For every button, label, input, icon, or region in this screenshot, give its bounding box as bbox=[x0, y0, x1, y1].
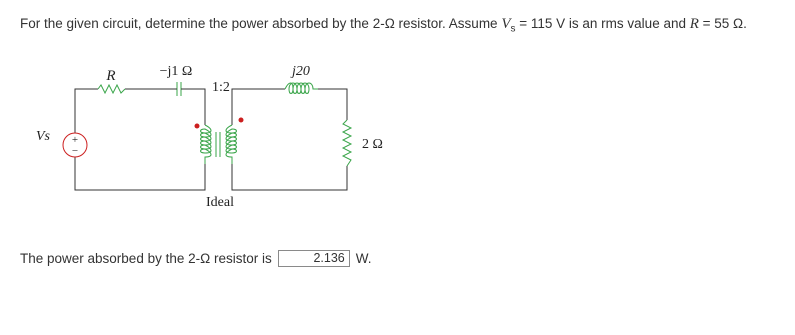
question-prefix: For the given circuit, determine the power absorbed by the 2-Ω resistor. Assume bbox=[20, 16, 502, 31]
answer-prompt: The power absorbed by the 2-Ω resistor is bbox=[20, 251, 272, 266]
answer-line bbox=[20, 250, 371, 267]
question-mid: = 115 V is an rms value and bbox=[515, 16, 690, 31]
capacitor-symbol bbox=[177, 82, 181, 96]
source-minus-sign: − bbox=[71, 145, 79, 157]
label-capacitor: −j1 Ω bbox=[159, 64, 193, 79]
resistor-2ohm-symbol bbox=[343, 120, 351, 166]
transformer-core bbox=[216, 132, 220, 157]
wire-right-top bbox=[318, 89, 347, 120]
primary-polarity-dot bbox=[195, 124, 200, 129]
answer-unit: W. bbox=[355, 251, 372, 266]
label-turns-ratio: 1:2 bbox=[212, 80, 230, 95]
transformer-secondary-coil bbox=[226, 125, 237, 164]
label-ideal: Ideal bbox=[206, 195, 234, 210]
resistor-r-symbol bbox=[98, 85, 125, 93]
label-vs: Vs bbox=[36, 129, 50, 144]
source-plus-sign: + bbox=[71, 134, 79, 146]
question-suffix: = 55 Ω. bbox=[698, 16, 747, 31]
wire-left-bottom bbox=[75, 157, 205, 190]
secondary-polarity-dot bbox=[239, 118, 244, 123]
answer-input[interactable]: 2.136 bbox=[278, 250, 350, 267]
r-symbol: R bbox=[689, 16, 699, 32]
label-2ohm: 2 Ω bbox=[362, 137, 383, 152]
wire-left-top bbox=[75, 89, 98, 133]
label-inductor: j20 bbox=[292, 64, 310, 79]
transformer-primary-coil bbox=[201, 125, 212, 164]
wire-to-primary bbox=[186, 89, 205, 125]
label-r: R bbox=[106, 68, 116, 84]
wire-right-bottom bbox=[232, 164, 347, 190]
vs-subscript: s bbox=[510, 23, 516, 35]
inductor-j20-symbol bbox=[285, 83, 318, 94]
vs-symbol: V bbox=[501, 16, 511, 32]
